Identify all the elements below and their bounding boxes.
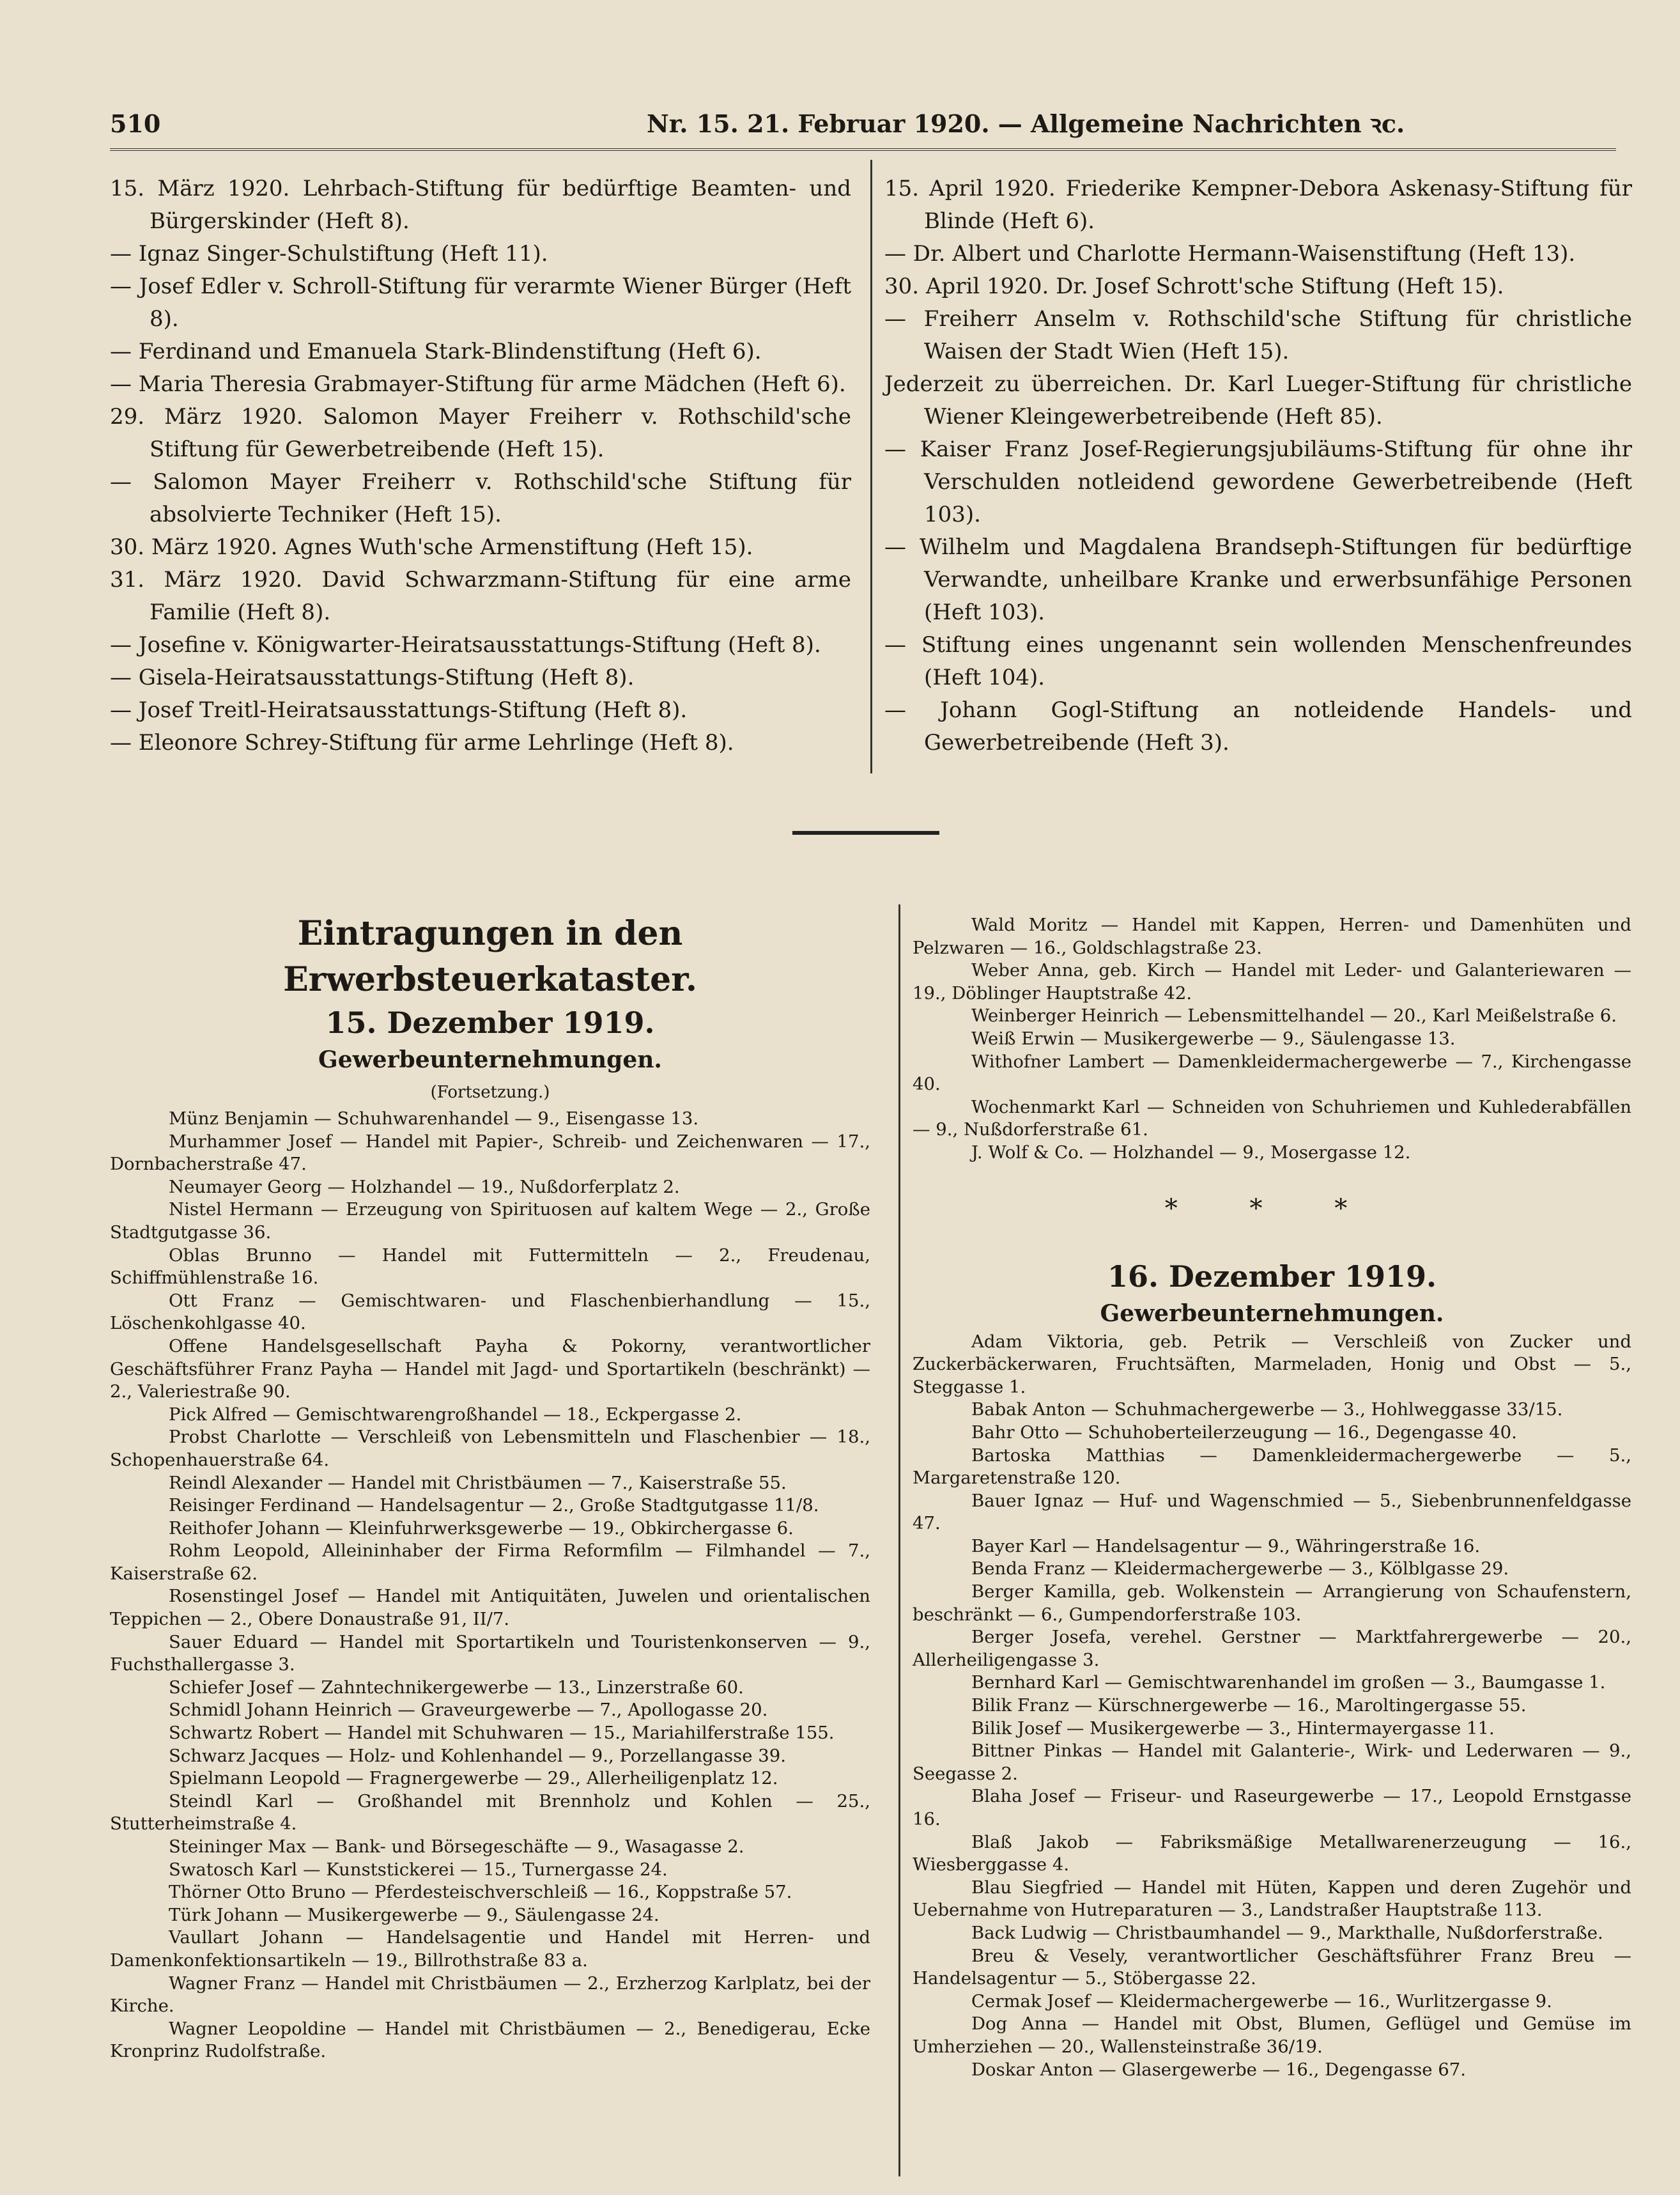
register-entry: Wagner Leopoldine — Handel mit Christbäumen — 2., Benedigerau, Ecke Kronprinz Rudolfstraße. — [110, 2018, 870, 2062]
register-entry: Vaullart Johann — Handelsagentie und Handel mit Herren- und Damenkonfektionsartikeln — 19., Billrothstraße 83 a. — [110, 1927, 870, 1971]
continuation-note: (Fortsetzung.) — [430, 1083, 550, 1102]
register-entry: Bilik Franz — Kürschnergewerbe — 16., Maroltingergasse 55. — [971, 1695, 1527, 1716]
stiftung-entry: 15. März 1920. Lehrbach-Stiftung für bedürftige Beamten- und Bürgerskinder (Heft 8). — [110, 176, 851, 234]
register-entry: Offene Handelsgesellschaft Payha & Pokorny, verantwortlicher Geschäftsführer Franz Payha — Handel mit Jagd- und Sportartikeln (beschränkt) — 2., Valeriestraße 90. — [110, 1335, 870, 1402]
sub-heading: Gewerbeunternehmungen. — [318, 1046, 662, 1073]
register-entry: Adam Viktoria, geb. Petrik — Verschleiß von Zucker und Zuckerbäckerwaren, Fruchtsäften, Marmeladen, Honig und Obst — 5., Steggasse 1. — [913, 1331, 1631, 1397]
stiftung-entry: — Dr. Albert und Charlotte Hermann-Waisenstiftung (Heft 13). — [884, 241, 1576, 267]
register-entry: Wochenmarkt Karl — Schneiden von Schuhriemen und Kuhlederabfällen — 9., Nußdorferstraße 61. — [913, 1096, 1631, 1140]
stiftung-entry: 30. März 1920. Agnes Wuth'sche Armenstiftung (Heft 15). — [110, 534, 753, 560]
register-entry: Blau Siegfried — Handel mit Hüten, Kappen und deren Zugehör und Uebernahme von Hutreparaturen — 3., Landstraßer Hauptstraße 113. — [913, 1877, 1631, 1921]
register-entry: Nistel Hermann — Erzeugung von Spirituosen auf kaltem Wege — 2., Große Stadtgutgasse 36. — [110, 1199, 870, 1243]
register-entry: Rohm Leopold, Alleininhaber der Firma Reformfilm — Filmhandel — 7., Kaiserstraße 62. — [110, 1540, 870, 1584]
page-header — [110, 96, 1584, 151]
stiftung-entry: — Freiherr Anselm v. Rothschild'sche Stiftung für christliche Waisen der Stadt Wien (Heft 15). — [884, 306, 1632, 364]
register-entry: Neumayer Georg — Holzhandel — 19., Nußdorferplatz 2. — [169, 1176, 680, 1197]
stiftung-entry: — Eleonore Schrey-Stiftung für arme Lehrlinge (Heft 8). — [110, 730, 734, 756]
register-entry: Sauer Eduard — Handel mit Sportartikeln und Touristenkonserven — 9., Fuchsthallergasse 3. — [110, 1631, 870, 1675]
register-entry: Schwarz Jacques — Holz- und Kohlenhandel — 9., Porzellangasse 39. — [169, 1745, 786, 1766]
register-entry: Cermak Josef — Kleidermachergewerbe — 16., Wurlitzergasse 9. — [971, 1990, 1552, 2012]
stiftung-entry: — Stiftung eines ungenannt sein wollenden Menschenfreundes (Heft 104). — [884, 632, 1632, 690]
register-entry: Swatosch Karl — Kunststickerei — 15., Turnergasse 24. — [169, 1859, 668, 1880]
register-entry: Bartoska Matthias — Damenkleidermachergewerbe — 5., Margaretenstraße 120. — [913, 1445, 1631, 1489]
header-rule — [110, 148, 1616, 151]
bottom-left-column — [110, 911, 870, 2063]
stiftung-entry: — Ignaz Singer-Schulstiftung (Heft 11). — [110, 241, 548, 267]
register-entry: Bahr Otto — Schuhoberteilerzeugung — 16., Degengasse 40. — [971, 1422, 1517, 1443]
register-entry: Ott Franz — Gemischtwaren- und Flaschenbierhandlung — 15., Löschenkohlgasse 40. — [110, 1290, 870, 1334]
register-entry: Steininger Max — Bank- und Börsegeschäfte — 9., Wasagasse 2. — [169, 1836, 744, 1857]
register-entry: Back Ludwig — Christbaumhandel — 9., Markthalle, Nußdorferstraße. — [971, 1922, 1603, 1943]
register-entry: Bayer Karl — Handelsagentur — 9., Währingerstraße 16. — [971, 1535, 1481, 1556]
register-entry: Schiefer Josef — Zahntechnikergewerbe — 13., Linzerstraße 60. — [169, 1677, 744, 1698]
section-stars: * * * — [1164, 1193, 1380, 1223]
stiftung-entry: — Josef Treitl-Heiratsausstattungs-Stiftung (Heft 8). — [110, 697, 688, 723]
stiftung-entry: — Maria Theresia Grabmayer-Stiftung für arme Mädchen (Heft 6). — [110, 371, 846, 397]
register-entry: Weber Anna, geb. Kirch — Handel mit Leder- und Galanteriewaren — 19., Döblinger Hauptstraße 42. — [913, 960, 1631, 1004]
column-divider-bottom — [898, 904, 900, 2176]
register-entry: Rosenstingel Josef — Handel mit Antiquitäten, Juwelen und orientalischen Teppichen — 2., Obere Donaustraße 91, II/7. — [110, 1586, 870, 1630]
register-entry: Schmidl Johann Heinrich — Graveurgewerbe — 7., Apollogasse 20. — [169, 1700, 768, 1721]
register-entry: Probst Charlotte — Verschleiß von Lebensmitteln und Flaschenbier — 18., Schopenhauerstraße 64. — [110, 1427, 870, 1470]
stiftung-entry: 30. April 1920. Dr. Josef Schrott'sche Stiftung (Heft 15). — [884, 274, 1504, 299]
column-divider-top — [870, 160, 872, 773]
register-entry: Bauer Ignaz — Huf- und Wagenschmied — 5., Siebenbrunnenfeldgasse 47. — [913, 1490, 1631, 1534]
register-entry: Bernhard Karl — Gemischtwarenhandel im großen — 3., Baumgasse 1. — [971, 1672, 1606, 1693]
register-entry: Weiß Erwin — Musikergewerbe — 9., Säulengasse 13. — [971, 1028, 1456, 1049]
register-entry: Thörner Otto Bruno — Pferdesteischverschleiß — 16., Koppstraße 57. — [169, 1882, 792, 1903]
register-entry: Blaha Josef — Friseur- und Raseurgewerbe — 17., Leopold Ernstgasse 16. — [913, 1786, 1631, 1829]
stiftung-entry: 15. April 1920. Friederike Kempner-Debora Askenasy-Stiftung für Blinde (Heft 6). — [884, 176, 1632, 234]
top-right-column — [884, 173, 1632, 759]
register-entry: Weinberger Heinrich — Lebensmittelhandel — 20., Karl Meißelstraße 6. — [971, 1005, 1617, 1027]
stiftung-entry: — Kaiser Franz Josef-Regierungsjubiläums-Stiftung für ohne ihr Verschulden notleidend gewordene Gewerbetreibende (Heft 103). — [884, 437, 1632, 527]
register-entry: Breu & Vesely, verantwortlicher Geschäftsführer Franz Breu — Handelsagentur — 5., Stöbergasse 22. — [913, 1945, 1631, 1989]
stiftung-entry: — Josef Edler v. Schroll-Stiftung für verarmte Wiener Bürger (Heft 8). — [110, 274, 851, 332]
register-entry: Doskar Anton — Glasergewerbe — 16., Degengasse 67. — [971, 2059, 1467, 2080]
register-entry: Babak Anton — Schuhmachergewerbe — 3., Hohlweggasse 33/15. — [971, 1399, 1563, 1420]
register-entry: Türk Johann — Musikergewerbe — 9., Säulengasse 24. — [169, 1904, 659, 1925]
stiftung-entry: 31. März 1920. David Schwarzmann-Stiftung für eine arme Familie (Heft 8). — [110, 567, 851, 625]
register-entry: Reithofer Johann — Kleinfuhrwerksgewerbe — 19., Obkirchergasse 6. — [169, 1517, 794, 1539]
register-entry: Blaß Jakob — Fabriksmäßige Metallwarenerzeugung — 16., Wiesberggasse 4. — [913, 1831, 1631, 1875]
stiftung-entry: — Wilhelm und Magdalena Brandseph-Stiftungen für bedürftige Verwandte, unheilbare Kranke und erwerbsunfähige Personen (Heft 103). — [884, 534, 1632, 625]
date-heading: 15. Dezember 1919. — [325, 1005, 655, 1040]
register-entry: Steindl Karl — Großhandel mit Brennholz und Kohlen — 25., Stutterheimstraße 4. — [110, 1790, 870, 1834]
stiftung-entry: — Ferdinand und Emanuela Stark-Blindenstiftung (Heft 6). — [110, 339, 762, 364]
register-entry: Wald Moritz — Handel mit Kappen, Herren- und Damenhüten und Pelzwaren — 16., Goldschlagstraße 23. — [913, 915, 1631, 958]
register-entry: Bilik Josef — Musikergewerbe — 3., Hintermayergasse 11. — [971, 1718, 1495, 1739]
register-entry: Reindl Alexander — Handel mit Christbäumen — 7., Kaiserstraße 55. — [169, 1472, 787, 1493]
register-entry: Benda Franz — Kleidermachergewerbe — 3., Kölblgasse 29. — [971, 1558, 1509, 1579]
stiftung-entry: — Josefine v. Königwarter-Heiratsausstattungs-Stiftung (Heft 8). — [110, 632, 821, 658]
register-entry: J. Wolf & Co. — Holzhandel — 9., Mosergasse 12. — [971, 1142, 1411, 1163]
register-entry: Dog Anna — Handel mit Obst, Blumen, Geflügel und Gemüse im Umherziehen — 20., Wallensteinstraße 36/19. — [913, 2013, 1631, 2057]
register-entry: Murhammer Josef — Handel mit Papier-, Schreib- und Zeichenwaren — 17., Dornbacherstraße 47. — [110, 1131, 870, 1175]
page-number: 510 — [110, 109, 161, 138]
register-entry: Reisinger Ferdinand — Handelsagentur — 2., Große Stadtgutgasse 11/8. — [169, 1495, 819, 1516]
register-entry: Oblas Brunno — Handel mit Futtermitteln — 2., Freudenau, Schiffmühlenstraße 16. — [110, 1245, 870, 1289]
register-entry: Wagner Franz — Handel mit Christbäumen — 2., Erzherzog Karlplatz, bei der Kirche. — [110, 1973, 870, 2017]
register-entry: Münz Benjamin — Schuhwarenhandel — 9., Eisengasse 13. — [169, 1108, 699, 1129]
register-entry: Spielmann Leopold — Fragnergewerbe — 29., Allerheiligenplatz 12. — [169, 1768, 778, 1789]
sub-heading: Gewerbeunternehmungen. — [1100, 1299, 1444, 1327]
register-entry: Berger Josefa, verehel. Gerstner — Marktfahrergewerbe — 20., Allerheiligengasse 3. — [913, 1627, 1631, 1670]
bottom-right-column — [913, 914, 1631, 2081]
register-entry: Schwartz Robert — Handel mit Schuhwaren — 15., Mariahilferstraße 155. — [169, 1723, 835, 1744]
register-entries — [913, 1331, 1631, 2082]
register-entries — [110, 1108, 870, 2063]
date-heading: 16. Dezember 1919. — [1107, 1259, 1437, 1294]
register-entry: Berger Kamilla, geb. Wolkenstein — Arrangierung von Schaufenstern, beschränkt — 6., Gumpendorferstraße 103. — [913, 1581, 1631, 1625]
stiftung-entry: 29. März 1920. Salomon Mayer Freiherr v. Rothschild'sche Stiftung für Gewerbetreibende (Heft 15). — [110, 404, 851, 462]
register-entries — [913, 914, 1631, 1165]
top-left-column — [110, 173, 851, 759]
register-entry: Pick Alfred — Gemischtwarengroßhandel — 18., Eckpergasse 2. — [169, 1404, 742, 1425]
register-entry: Bittner Pinkas — Handel mit Galanterie-, Wirk- und Lederwaren — 9., Seegasse 2. — [913, 1741, 1631, 1784]
register-entry: Withofner Lambert — Damenkleidermachergewerbe — 7., Kirchengasse 40. — [913, 1051, 1631, 1095]
stiftung-entry: — Gisela-Heiratsausstattungs-Stiftung (Heft 8). — [110, 665, 635, 690]
section-title: Eintragungen in den Erwerbsteuerkataster. — [283, 914, 697, 999]
stiftung-entry: Jederzeit zu überreichen. Dr. Karl Lueger-Stiftung für christliche Wiener Kleingewerbetreibende (Heft 85). — [884, 371, 1632, 430]
section-separator — [792, 831, 939, 835]
stiftung-entry: — Johann Gogl-Stiftung an notleidende Handels- und Gewerbetreibende (Heft 3). — [884, 697, 1632, 756]
page-header-title: Nr. 15. 21. Februar 1920. — Allgemeine Nachrichten ꝛc. — [647, 109, 1405, 138]
stiftung-entry: — Salomon Mayer Freiherr v. Rothschild'sche Stiftung für absolvierte Techniker (Heft 15). — [110, 469, 851, 527]
